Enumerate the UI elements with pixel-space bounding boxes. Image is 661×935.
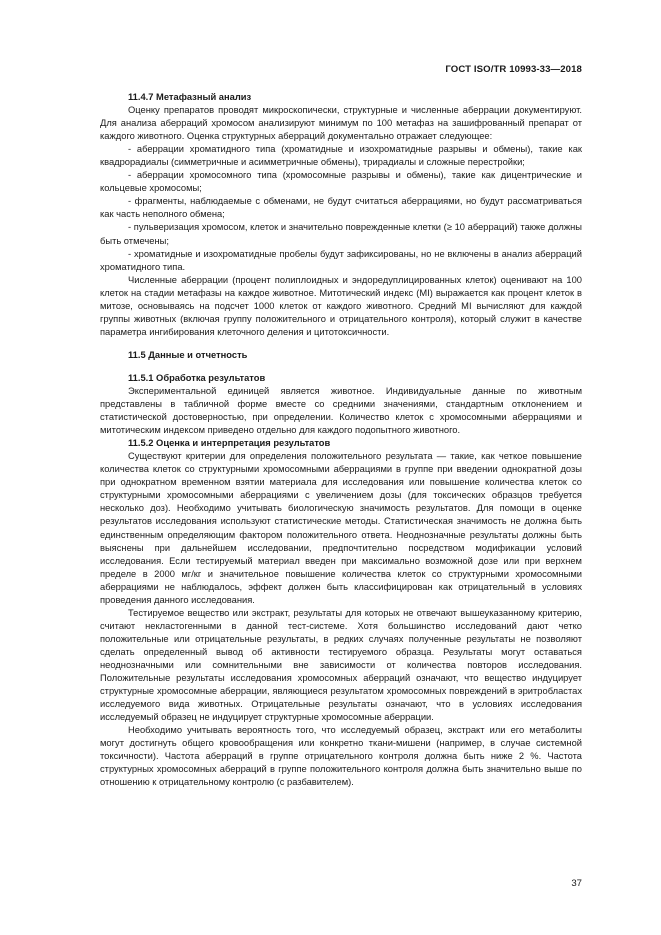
document-header: ГОСТ ISO/TR 10993-33—2018 <box>445 64 582 75</box>
paragraph: Численные аберрации (процент полиплоидных и эндоредуплицированных клеток) оценивают на 100 клеток на стадии метафазы на каждое животное. Митотический индекс (MI) выражается как процент клеток в митозе, основываясь на подсчет 1000 клеток от каждого животного. Средний MI вычисляют для каждой группы животных (включая группу положительного и отрицательного контроля), который служит в качестве параметра ингибирования клеточного деления и цитотоксичности. <box>100 274 582 337</box>
heading-11-5: 11.5 Данные и отчетность <box>128 349 248 360</box>
paragraph: Тестируемое вещество или экстракт, результаты для которых не отвечают вышеуказанному критерию, считают некластогенными в данной тест-системе. Хотя большинство исследований дают четко положительные или отрицательные результаты, в редких случаях полученные результаты не позволяют сделать определенный вывод об активности тестируемого образца. Результаты могут оставаться неоднозначными или сомнительными вне зависимости от количества повторов исследования. Положительные результаты исследования хромосомных аберраций означают, что вещество индуцирует структурные хромосомные аберрации, являющиеся результатом хромосомных повреждений в эритробластах исследуемого вида животных. Отрицательные результаты означают, что в условиях исследования исследуемый образец не индуцирует структурные хромосомные аберрации. <box>100 607 582 723</box>
paragraph: Необходимо учитывать вероятность того, что исследуемый образец, экстракт или его метаболиты могут достигнуть общего кровообращения или конкретно ткани-мишени (например, в случае системной токсичности). Частота аберраций в группе отрицательного контроля должна быть ниже 2 %. Частота структурных хромосомных аберраций в группе положительного контроля должна быть значительно выше по отношению к отрицательному контролю (с разбавителем). <box>100 725 582 788</box>
list-item: - аберрации хромосомного типа (хромосомные разрывы и обмены), такие как дицентрические и кольцевые хромосомы; <box>100 170 582 194</box>
paragraph: Оценку препаратов проводят микроскопически, структурные и численные аберрации документируют. Для анализа аберраций хромосом анализируют минимум по 100 метафаз на зашифрованный препарат от каждого животного. Оценка структурных аберраций документально отражает следующее: <box>100 105 582 142</box>
list-item: - аберрации хроматидного типа (хроматидные и изохроматидные разрывы и обмены), такие как квадрорадиалы (симметричные и асимметричные обмены), трирадиалы и сложные перестройки; <box>100 144 582 168</box>
list-item: - фрагменты, наблюдаемые с обменами, не будут считаться аберрациями, но будут рассматриваться как часть неполного обмена; <box>100 196 582 220</box>
heading-11-5-1: 11.5.1 Обработка результатов <box>128 372 266 383</box>
heading-11-4-7: 11.4.7 Метафазный анализ <box>128 92 252 102</box>
paragraph: Экспериментальной единицей является животное. Индивидуальные данные по животным представлены в табличной форме вместе со средними значениями, стандартным отклонением и статистической достоверностью, при определении. Количество клеток с хромосомными аберрациями и митотическим индексом приведено отдельно для каждого подопытного животного. <box>100 385 582 436</box>
paragraph: Существуют критерии для определения положительного результата — такие, как четкое повышение количества клеток со структурными хромосомными аберрациями в группе при введении однократной дозы при однократном временном взятии материала для исследования или повышение количества клеток со структурными хромосомными аберрациями с увеличением дозы (для токсических образцов требуется несколько доз). Необходимо учитывать биологическую значимость результатов. Для помощи в оценке результатов исследования используют статистические методы. Статистическая значимость не должна быть единственным определяющим фактором положительного ответа. Неоднозначные результаты должны быть выяснены при дальнейшем исследовании, предпочтительно посредством модификации условий исследования. Если тестируемый материал введен при максимально возможной дозе или при верхнем пределе в 2000 мг/кг и значительное повышение количества клеток со структурными хромосомными аберрациями не наблюдалось, эффект должен быть классифицирован как отрицательный в условиях проведения данного исследования. <box>100 451 582 605</box>
page-number: 37 <box>571 878 582 889</box>
heading-11-5-2: 11.5.2 Оценка и интерпретация результатов <box>128 438 331 449</box>
document-body <box>100 91 582 789</box>
list-item: - хроматидные и изохроматидные пробелы будут зафиксированы, но не включены в анализ аберраций хроматидного типа. <box>100 248 582 272</box>
list-item: - пульверизация хромосом, клеток и значительно поврежденные клетки (≥ 10 аберраций) также должны быть отмечены; <box>100 222 582 246</box>
